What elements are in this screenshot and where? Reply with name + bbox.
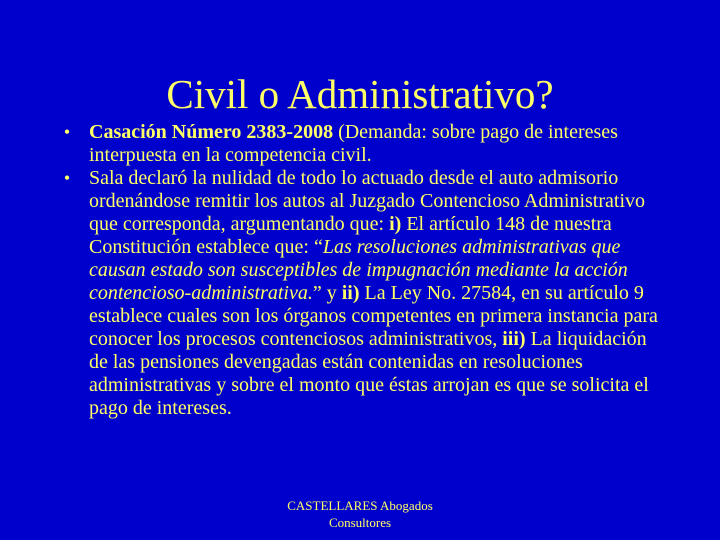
point-marker-i: i): [389, 213, 402, 235]
bullet-item-sala: [60, 167, 660, 420]
constitution-quote: Las resoluciones administrativas que causan estado son susceptibles de impugnación mediante la acción contencioso-administrativa.: [89, 236, 628, 304]
bullet-icon: •: [63, 168, 71, 188]
bullet-text: La liquidación de las pensiones devengadas están contenidas en resoluciones administrativas y sobre el monto que éstas arrojan es que se solicita el pago de intereses.: [89, 328, 649, 419]
footer: [0, 497, 720, 531]
bullet-text: ” y: [312, 282, 342, 304]
bullet-text: La Ley No. 27584, en su artículo 9 establece cuales son los órganos competentes en primera instancia para conocer los procesos contenciosos administrativos,: [89, 282, 658, 350]
point-marker-ii: ii): [341, 282, 360, 304]
case-number: Casación Número 2383-2008: [89, 121, 334, 143]
bullet-text: Sala declaró la nulidad de todo lo actuado desde el auto admisorio ordenándose remitir los autos al Juzgado Contencioso Administrativo que corresponda, argumentando que:: [89, 167, 646, 235]
bullet-list: [60, 121, 660, 420]
bullet-icon: •: [63, 122, 71, 142]
slide-title: Civil o Administrativo?: [166, 71, 554, 117]
bullet-text: El artículo 148 de nuestra Constitución establece que: “: [89, 213, 612, 258]
bullet-item-casacion: [60, 121, 660, 167]
point-marker-iii: iii): [502, 328, 526, 350]
bullet-text: (Demanda: sobre pago de intereses interpuesta en la competencia civil.: [89, 121, 618, 166]
footer-firm-subtitle: Consultores: [328, 515, 392, 530]
footer-firm-name: CASTELLARES Abogados: [287, 498, 433, 513]
